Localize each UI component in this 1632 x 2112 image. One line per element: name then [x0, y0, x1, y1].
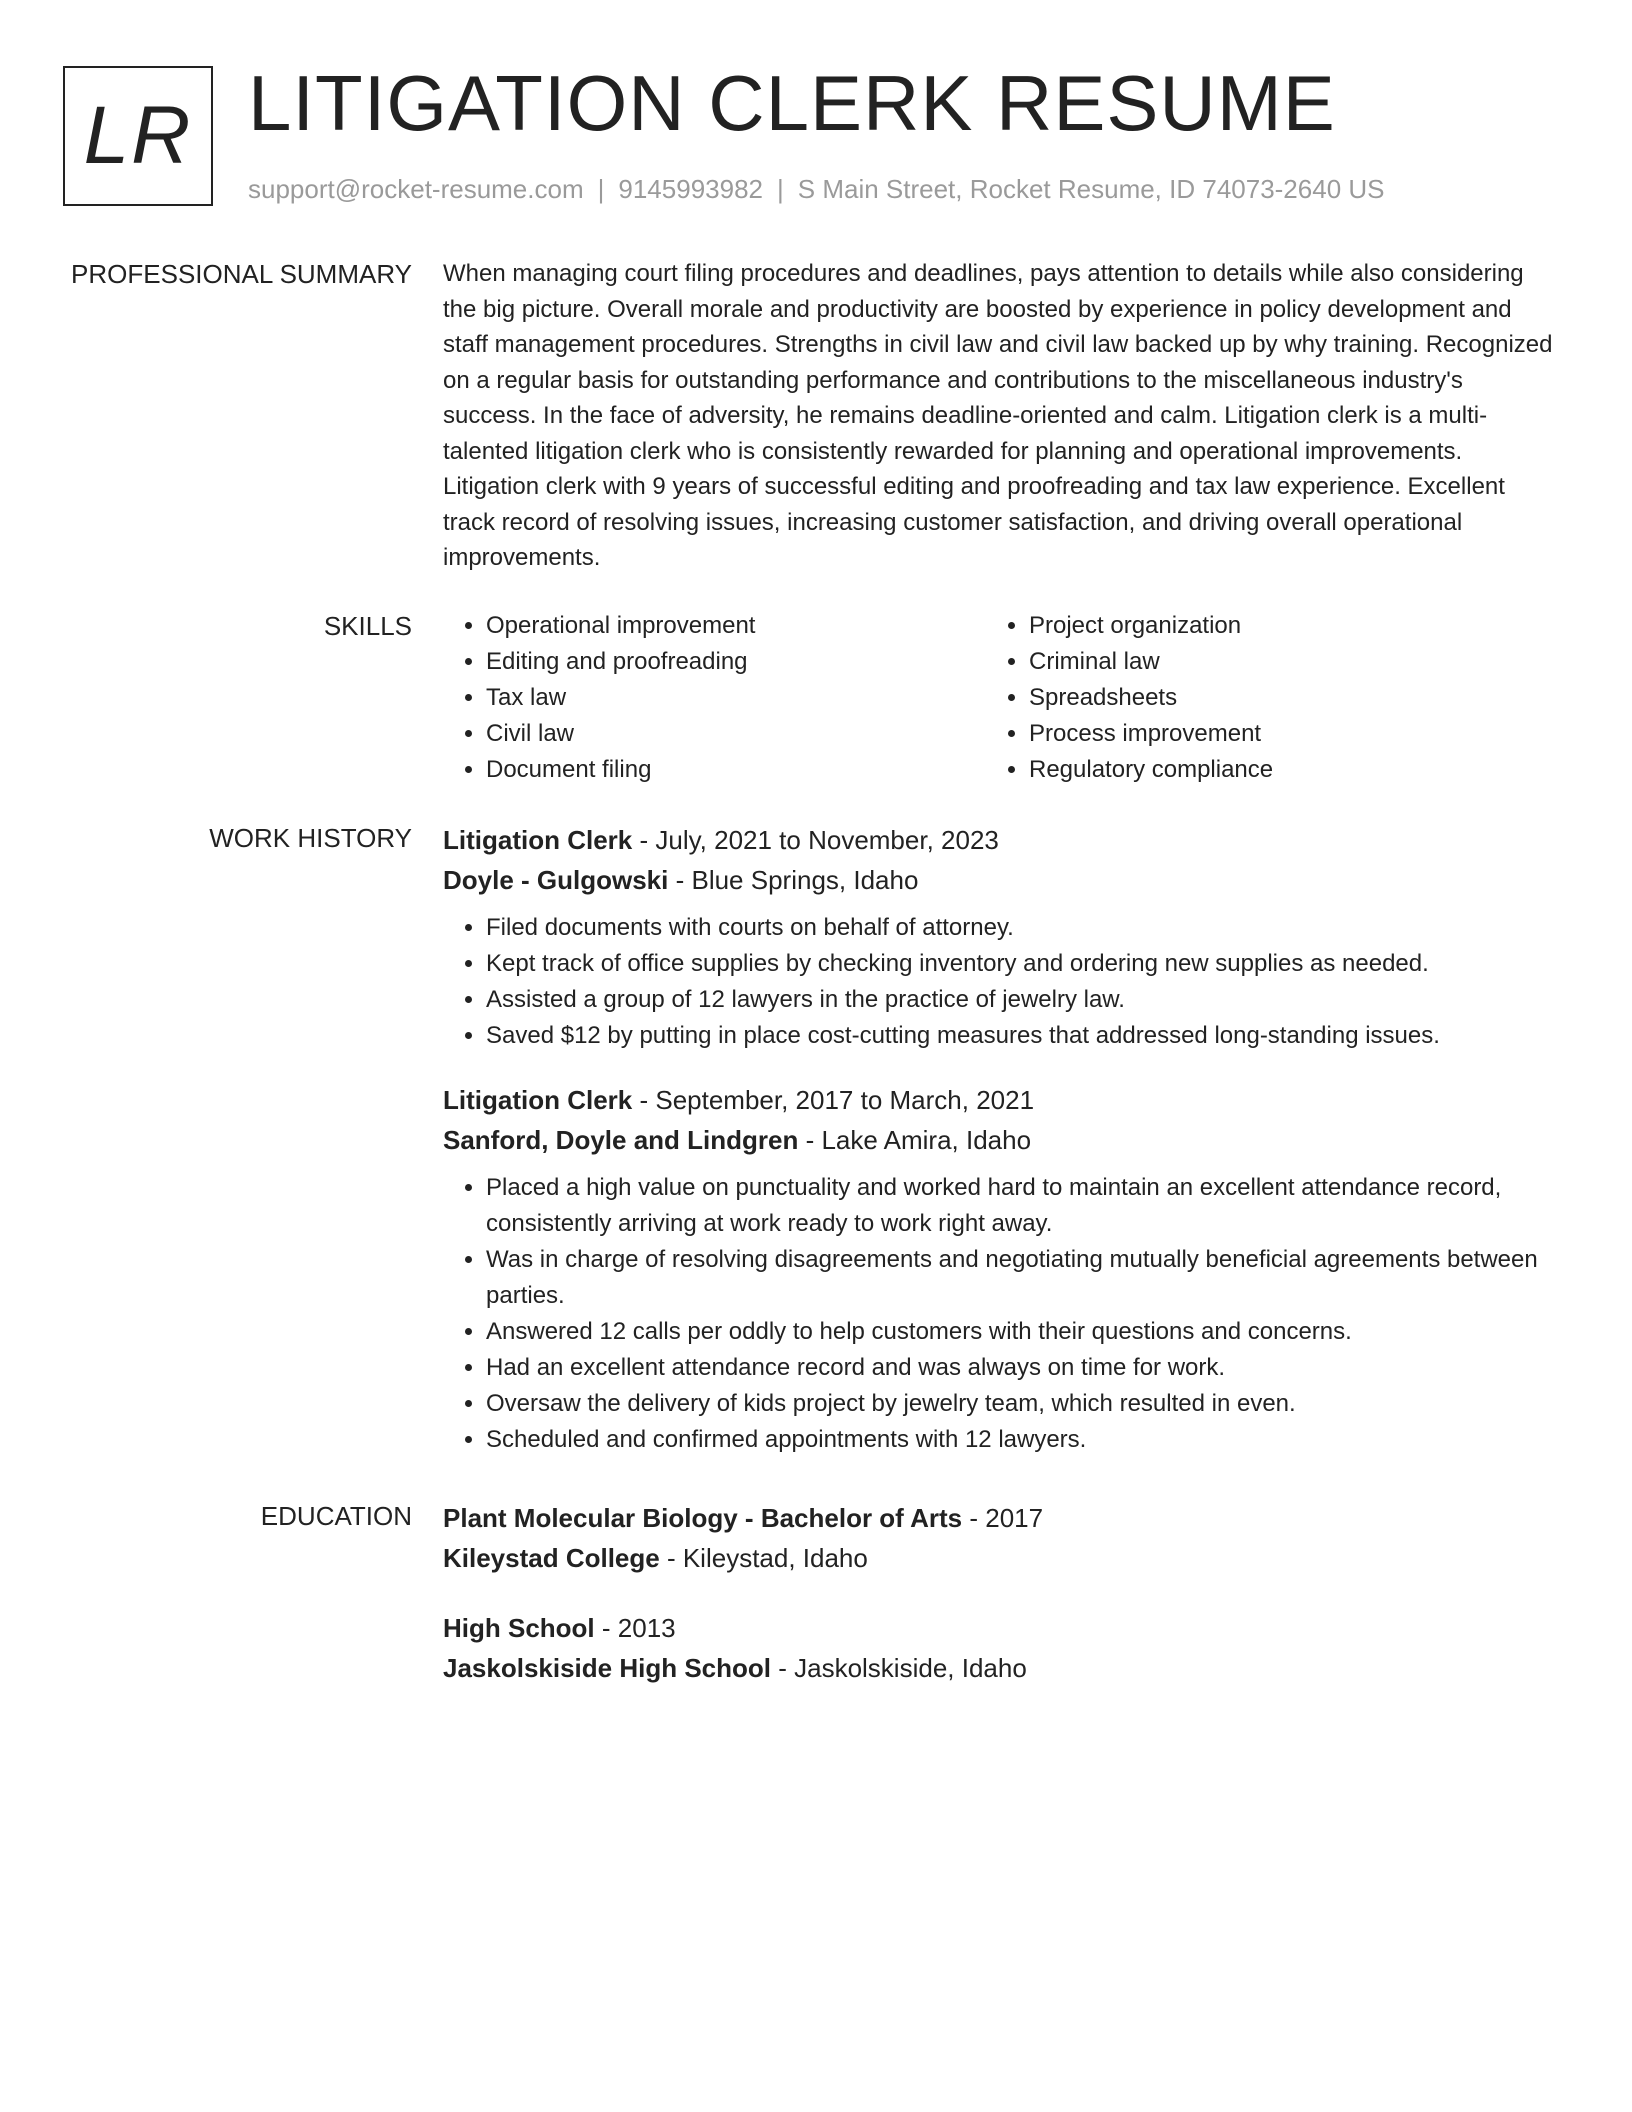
skill-item: • Operational improvement	[486, 608, 986, 644]
job-bullet: • Kept track of office supplies by checking inventory and ordering new supplies as needed.	[486, 946, 1553, 982]
education-degree: Plant Molecular Biology - Bachelor of Arts	[443, 1503, 963, 1533]
skills-list-left	[443, 608, 986, 788]
job-bullet: • Was in charge of resolving disagreements and negotiating mutually beneficial agreements between parties.	[486, 1242, 1553, 1314]
job-dates: - July, 2021 to November, 2023	[632, 825, 999, 855]
skill-item: • Criminal law	[1029, 644, 1529, 680]
education-entry	[443, 1498, 1553, 1578]
job-bullet: • Placed a high value on punctuality and worked hard to maintain an excellent attendance record, consistently arriving at work ready to work right away.	[486, 1170, 1553, 1242]
job-bullet: • Saved $12 by putting in place cost-cutting measures that addressed long-standing issues.	[486, 1018, 1553, 1054]
contact-line	[248, 174, 1385, 205]
job-bullet: • Assisted a group of 12 lawyers in the practice of jewelry law.	[486, 982, 1553, 1018]
skill-item: • Editing and proofreading	[486, 644, 986, 680]
job-dates: - September, 2017 to March, 2021	[632, 1085, 1035, 1115]
job-title-line	[443, 1080, 1553, 1120]
skills-list-right	[986, 608, 1529, 788]
job-title: Litigation Clerk	[443, 825, 633, 855]
job-location: - Blue Springs, Idaho	[668, 865, 919, 895]
summary-heading: PROFESSIONAL SUMMARY	[71, 259, 412, 289]
job-bullet: • Scheduled and confirmed appointments with 12 lawyers.	[486, 1422, 1553, 1458]
job-company-line	[443, 860, 1553, 900]
education-school-line	[443, 1648, 1553, 1688]
job-company: Sanford, Doyle and Lindgren	[443, 1125, 799, 1155]
monogram-logo: LR	[63, 66, 213, 206]
job-company-line	[443, 1120, 1553, 1160]
contact-email: support@rocket-resume.com	[248, 174, 584, 204]
education-location: - Jaskolskiside, Idaho	[771, 1653, 1027, 1683]
job-bullet: • Oversaw the delivery of kids project by jewelry team, which resulted in even.	[486, 1386, 1553, 1422]
education-degree-line	[443, 1498, 1553, 1538]
education-degree: High School	[443, 1613, 595, 1643]
job-location: - Lake Amira, Idaho	[798, 1125, 1032, 1155]
job-bullet: • Filed documents with courts on behalf of attorney.	[486, 910, 1553, 946]
skill-item: • Civil law	[486, 716, 986, 752]
skill-item: • Tax law	[486, 680, 986, 716]
skill-item: • Process improvement	[1029, 716, 1529, 752]
contact-phone: 9145993982	[618, 174, 763, 204]
education-heading: EDUCATION	[260, 1501, 412, 1531]
education-degree-line	[443, 1608, 1553, 1648]
education-year: - 2017	[962, 1503, 1044, 1533]
job-company: Doyle - Gulgowski	[443, 865, 669, 895]
job-bullet: • Had an excellent attendance record and was always on time for work.	[486, 1350, 1553, 1386]
job-title-line	[443, 820, 1553, 860]
education-school-line	[443, 1538, 1553, 1578]
summary-text: When managing court filing procedures and deadlines, pays attention to details while also considering the big picture. Overall morale and productivity are boosted by experience in policy development and staff management procedures. Strengths in civil law and civil law backed up by why training. Recognized on a regular basis for outstanding performance and contributions to the miscellaneous industry's success. In the face of adversity, he remains deadline-oriented and calm. Litigation clerk is a multi-talented litigation clerk who is consistently rewarded for planning and operational improvements. Litigation clerk with 9 years of successful editing and proofreading and tax law experience. Excellent track record of resolving issues, increasing customer satisfaction, and driving overall operational improvements.	[443, 260, 1553, 571]
skills-heading: SKILLS	[323, 611, 412, 641]
skill-item: • Document filing	[486, 752, 986, 788]
contact-separator: |	[777, 174, 784, 204]
skill-item: • Regulatory compliance	[1029, 752, 1529, 788]
contact-address: S Main Street, Rocket Resume, ID 74073-2640 US	[797, 174, 1385, 204]
resume-title: LITIGATION CLERK RESUME	[248, 59, 1336, 147]
job-bullets	[443, 910, 1553, 1054]
education-school: Jaskolskiside High School	[443, 1653, 771, 1683]
job-bullet: • Answered 12 calls per oddly to help customers with their questions and concerns.	[486, 1314, 1553, 1350]
skill-item: • Spreadsheets	[1029, 680, 1529, 716]
job-title: Litigation Clerk	[443, 1085, 633, 1115]
job-entry	[443, 820, 1553, 1054]
job-entry	[443, 1080, 1553, 1458]
work-history-heading: WORK HISTORY	[209, 823, 412, 853]
education-entry	[443, 1608, 1553, 1688]
education-location: - Kileystad, Idaho	[659, 1543, 868, 1573]
education-year: - 2013	[594, 1613, 676, 1643]
contact-separator: |	[597, 174, 605, 204]
skill-item: • Project organization	[1029, 608, 1529, 644]
job-bullets	[443, 1170, 1553, 1458]
education-school: Kileystad College	[443, 1543, 660, 1573]
